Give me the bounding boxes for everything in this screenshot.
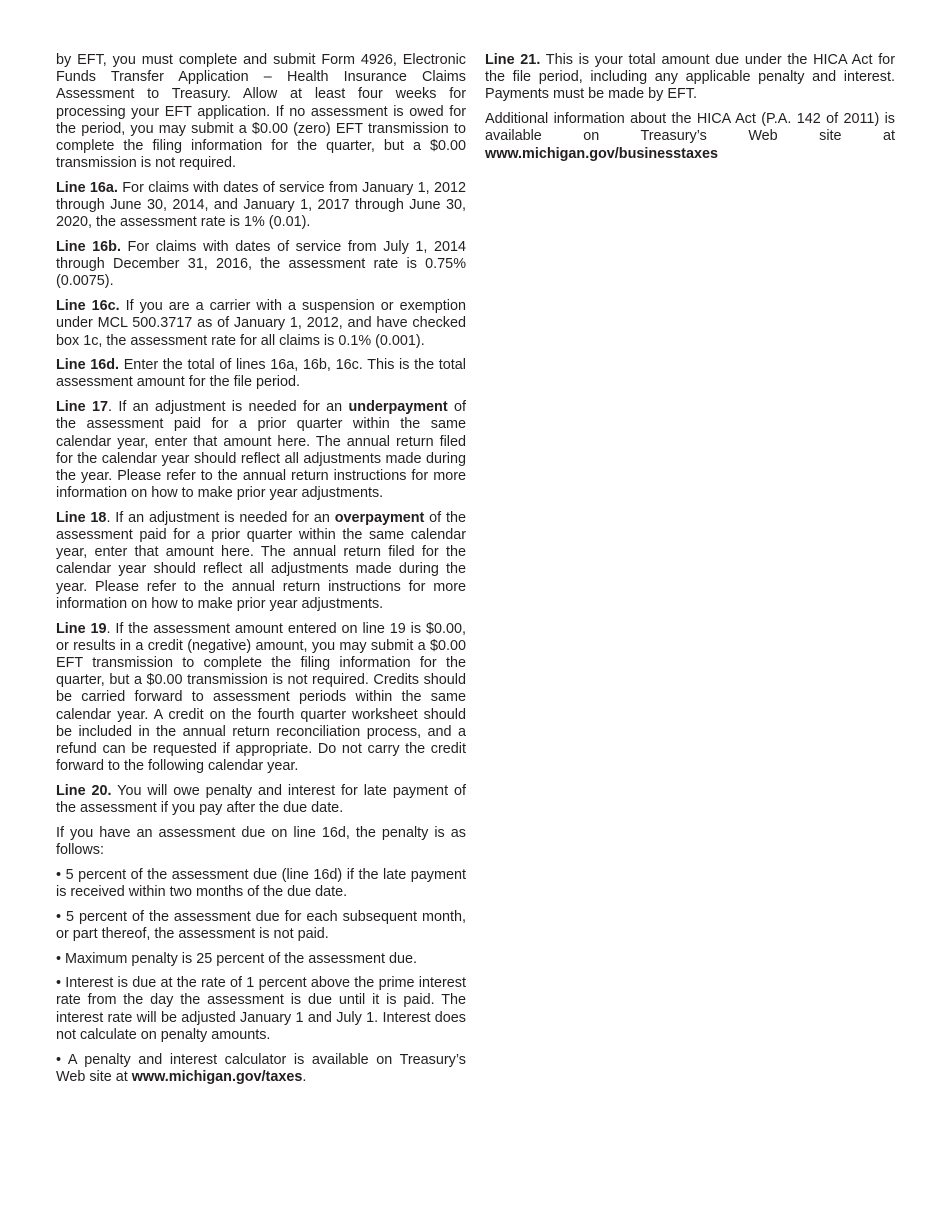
calculator-text: • A penalty and interest calculator is available on Treasury’s Web site at	[56, 1051, 466, 1085]
business-taxes-website-link[interactable]: www.michigan.gov/businesstaxes	[485, 145, 718, 162]
line-16d-text: Enter the total of lines 16a, 16b, 16c. This is the total assessment amount for the file period.	[56, 357, 466, 391]
penalty-bullet-1: • 5 percent of the assessment due (line 16d) if the late payment is received within two months of the due date.	[56, 866, 466, 900]
taxes-website-link[interactable]: www.michigan.gov/taxes	[131, 1068, 303, 1085]
line-18-emphasis: overpayment	[334, 509, 425, 526]
line-18-paragraph	[56, 510, 466, 613]
line-17-text-b: of the assessment paid for a prior quarter within the same calendar year, enter that amount here. The annual return filed for the calendar year should reflect all adjustments made during the year. Please refer to the annual return instructions for more information on how to make prior year adjustments.	[56, 399, 467, 502]
line-17-text-a: . If an adjustment is needed for an	[107, 399, 349, 416]
line-17-label: Line 17	[56, 399, 108, 416]
line-19-label: Line 19	[56, 620, 107, 637]
interest-bullet: • Interest is due at the rate of 1 percent above the prime interest rate from the day the assessment is due until it is paid. The interest rate will be adjusted January 1 and July 1. Interest does not calculate on penalty amounts.	[56, 975, 466, 1043]
line-17-emphasis: underpayment	[348, 399, 448, 416]
calculator-end: .	[302, 1068, 307, 1085]
line-16a-label: Line 16a.	[56, 179, 118, 196]
line-16a-text: For claims with dates of service from January 1, 2012 through June 30, 2014, and January 1, 2017 through June 30, 2020, the assessment rate is 1% (0.01).	[56, 179, 467, 231]
additional-info-text: Additional information about the HICA Act (P.A. 142 of 2011) is available on Treasury’s Web site at	[485, 111, 895, 145]
line-20-paragraph	[56, 783, 466, 817]
line-19-text: . If the assessment amount entered on line 19 is $0.00, or results in a credit (negative) amount, you may submit a $0.00 EFT transmission to complete the filing information for the quarter, but a $0.00 transmission is not required. Credits should be carried forward to assessment periods within the same calendar year. A credit on the fourth quarter worksheet should be included in the annual return reconciliation process, and a refund can be requested if appropriate. Do not carry the credit forward to the following calendar year.	[56, 620, 466, 775]
line-20-text: You will owe penalty and interest for late payment of the assessment if you pay after the due date.	[56, 782, 466, 817]
penalty-intro-paragraph: If you have an assessment due on line 16d, the penalty is as follows:	[56, 824, 466, 859]
additional-info-paragraph	[485, 111, 895, 163]
penalty-bullet-2: • 5 percent of the assessment due for each subsequent month, or part thereof, the assessment is not paid.	[56, 908, 466, 942]
left-column	[56, 52, 466, 1093]
right-column	[485, 52, 895, 170]
line-18-label: Line 18	[56, 509, 107, 526]
line-16d-paragraph	[56, 357, 466, 391]
line-17-paragraph	[56, 399, 466, 502]
line-16d-label: Line 16d.	[56, 357, 120, 374]
line-19-paragraph	[56, 621, 466, 776]
line-16c-paragraph	[56, 298, 466, 350]
line-16c-text: If you are a carrier with a suspension or exemption under MCL 500.3717 as of January 1, 2012, and have checked box 1c, the assessment rate for all claims is 0.1% (0.001).	[56, 298, 466, 349]
line-16c-label: Line 16c.	[56, 298, 120, 315]
eft-intro-paragraph: by EFT, you must complete and submit Form 4926, Electronic Funds Transfer Application – Health Insurance Claims Assessment to Treasury. Allow at least four weeks for processing your EFT application. If no assessment is owed for the period, you may submit a $0.00 (zero) EFT transmission to complete the filing information for the quarter, but a $0.00 transmission is not required.	[56, 52, 466, 172]
line-21-label: Line 21.	[485, 52, 541, 68]
line-18-text-b: of the assessment paid for a prior quarter within the same calendar year, enter that amount here. The annual return filed for the calendar year should reflect all adjustments made during the year. Please refer to the annual return instructions for more information on how to make prior year adjustments.	[56, 509, 467, 612]
line-20-label: Line 20.	[56, 782, 112, 799]
line-21-text: This is your total amount due under the HICA Act for the file period, including any applicable penalty and interest. Payments must be made by EFT.	[485, 52, 895, 103]
line-16b-label: Line 16b.	[56, 239, 121, 256]
line-18-text-a: . If an adjustment is needed for an	[106, 509, 335, 526]
line-16b-text: For claims with dates of service from July 1, 2014 through December 31, 2016, the assessment rate is 0.75% (0.0075).	[56, 239, 466, 290]
line-16b-paragraph	[56, 239, 466, 291]
calculator-bullet	[56, 1052, 466, 1086]
line-21-paragraph	[485, 52, 895, 104]
penalty-bullet-3: • Maximum penalty is 25 percent of the assessment due.	[56, 950, 417, 967]
line-16a-paragraph	[56, 180, 466, 232]
